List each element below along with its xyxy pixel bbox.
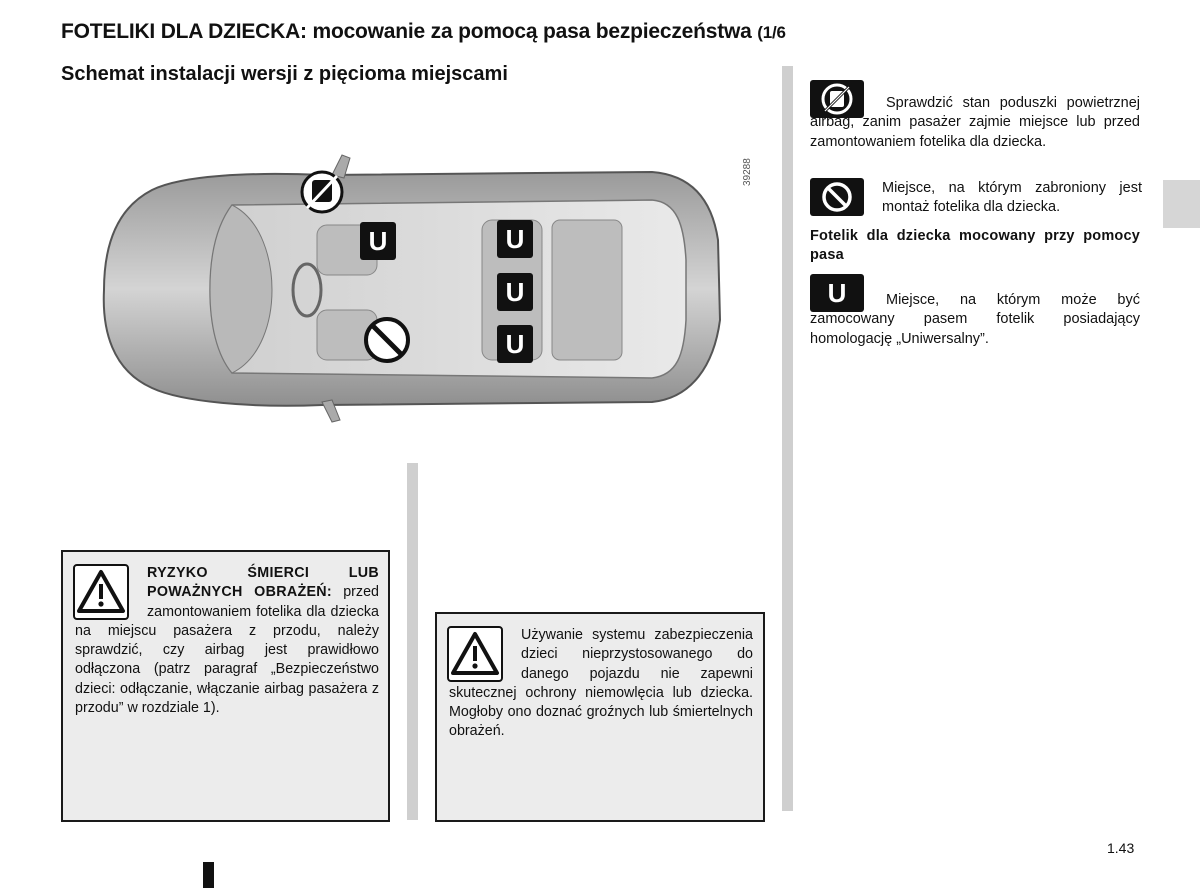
car-top-view-illustration [92,130,762,430]
seat-u-label-1: U [360,222,396,260]
warning-box-death-risk [61,550,390,822]
forbidden-legend-text: Miejsce, na którym zabroniony jest montaż fotelika dla dziecka. [882,180,1142,216]
page-title-main: FOTELIKI DLA DZIECKA: mocowanie za pomocą pasa bezpieczeństwa [61,20,758,43]
universal-legend-text: Miejsce, na którym może być zamocowany pasem fotelik posiadający homologację „Uniwersalny”. [810,292,1140,347]
belt-section-heading: Fotelik dla dziecka mocowany przy pomocy pasa [810,228,1140,264]
page-title-suffix: (1/6 [757,23,786,42]
seat-u-label-4: U [497,325,533,363]
airbag-check-legend-text: Sprawdzić stan poduszki powietrznej airbag, zanim pasażer zajmie miejsce lub przed zamontowaniem fotelika dla dziecka. [810,95,1140,150]
chapter-tab [1163,180,1200,228]
warning-box-unsuitable-system [435,612,765,822]
page-title [61,20,786,44]
warning-death-risk-text [75,564,379,718]
forbidden-legend-icon [810,178,864,216]
warning-heading: RYZYKO ŚMIERCI LUB POWAŻNYCH OBRAŻEŃ: [147,565,379,601]
car-diagram [92,130,762,430]
crop-mark [203,862,214,888]
column-divider-right [782,66,793,811]
seat-u-label-3: U [497,273,533,311]
column-divider-middle [407,463,418,820]
section-subtitle: Schemat instalacji wersji z pięcioma miejscami [61,63,508,85]
warning-body: przed zamontowaniem fotelika dla dziecka na miejscu pasażera z przodu, należy sprawdzić, czy airbag jest prawidłowo odłączona (patrz paragraf „Bezpieczeństwo dzieci: odłączanie, włączanie airbag pasażera z przodu” w rozdziale 1). [75,584,379,717]
warning-body: Używanie systemu zabezpieczenia dzieci nieprzystosowanego do danego pojazdu nie zapewni skutecznej ochrony niemowlęcia lub dziecka. Mogłoby ono doznać groźnych lub śmiertelnych obrażeń. [449,627,753,740]
warning-unsuitable-text [449,626,753,742]
seat-u-label-2: U [497,220,533,258]
figure-number: 39288 [742,158,753,186]
page-number: 1.43 [1107,840,1135,856]
universal-legend-icon: U [810,274,864,312]
